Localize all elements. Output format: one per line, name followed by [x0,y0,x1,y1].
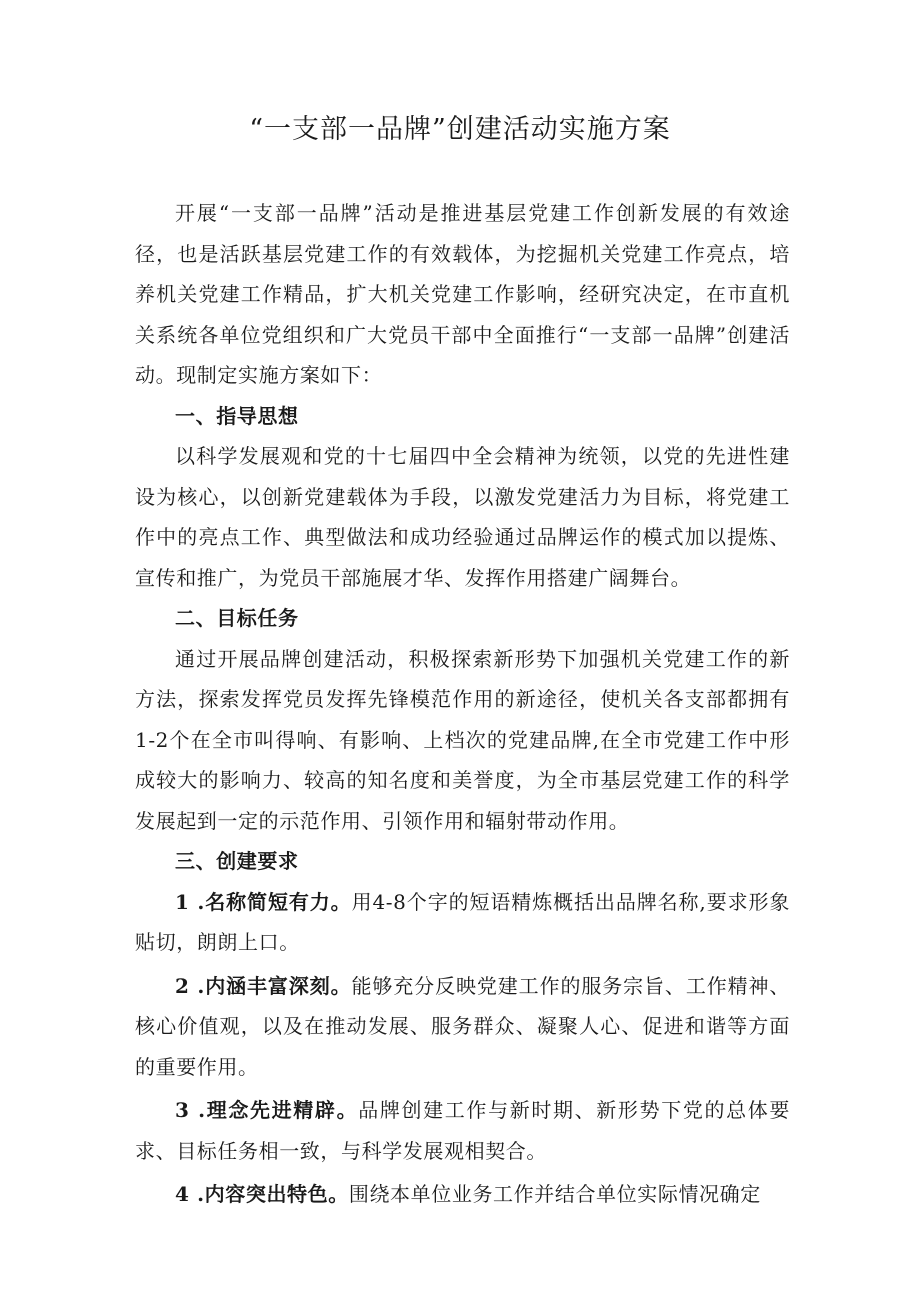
document-body [135,193,790,1215]
section-text-guiding-ideology: 以科学发展观和党的十七届四中全会精神为统领，以党的先进性建设为核心，以创新党建载体为手段，以激发党建活力为目标，将党建工作中的亮点工作、典型做法和成功经验通过品牌运作的模式加以提炼、宣传和推广，为党员干部施展才华、发挥作用搭建广阔舞台。 [135,444,790,590]
requirement-text: 能够充分反映党建工作的服务宗旨、工作精神、核心价值观，以及在推动发展、服务群众、凝聚人心、促进和谐等方面的重要作用。 [135,973,790,1079]
requirement-text: 品牌创建工作与新时期、新形势下党的总体要求、目标任务相一致，与科学发展观相契合。 [135,1098,791,1163]
requirement-item-2 [135,966,790,1088]
requirement-text: 围绕本单位业务工作并结合单位实际情况确定 [348,1182,761,1206]
section-text-goals: 通过开展品牌创建活动，积极探索新形势下加强机关党建工作的新方法，探索发挥党员发挥先锋模范作用的新途径，使机关各支部都拥有1-2个在全市叫得响、有影响、上档次的党建品牌,在全市党建工作中形成较大的影响力、较高的知名度和美誉度，为全市基层党建工作的科学发展起到一定的示范作用、引领作用和辐射带动作用。 [135,646,790,833]
requirement-lead: 1 .名称简短有力。 [175,889,352,914]
requirement-item-3 [135,1090,790,1171]
requirement-item-4 [135,1174,790,1215]
section-heading-goals: 二、目标任务 [175,606,299,630]
intro-paragraph: 开展“一支部一品牌”活动是推进基层党建工作创新发展的有效途径，也是活跃基层党建工作的有效载体，为挖掘机关党建工作亮点，培养机关党建工作精品，扩大机关党建工作影响，经研究决定，在市直机关系统各单位党组织和广大党员干部中全面推行“一支部一品牌”创建活动。现制定实施方案如下： [135,201,790,387]
requirement-item-1 [135,882,790,963]
requirement-lead: 2 .内涵丰富深刻。 [175,973,352,998]
section-heading-guiding-ideology: 一、指导思想 [175,403,299,428]
document-title: “一支部一品牌”创建活动实施方案 [249,114,671,145]
section-heading-requirements: 三、创建要求 [175,849,299,873]
requirement-lead: 3 .理念先进精辟。 [175,1098,359,1122]
requirement-lead: 4 .内容突出特色。 [175,1182,349,1206]
requirement-text: 用4-8个字的短语精炼概括出品牌名称,要求形象贴切，朗朗上口。 [135,889,790,954]
